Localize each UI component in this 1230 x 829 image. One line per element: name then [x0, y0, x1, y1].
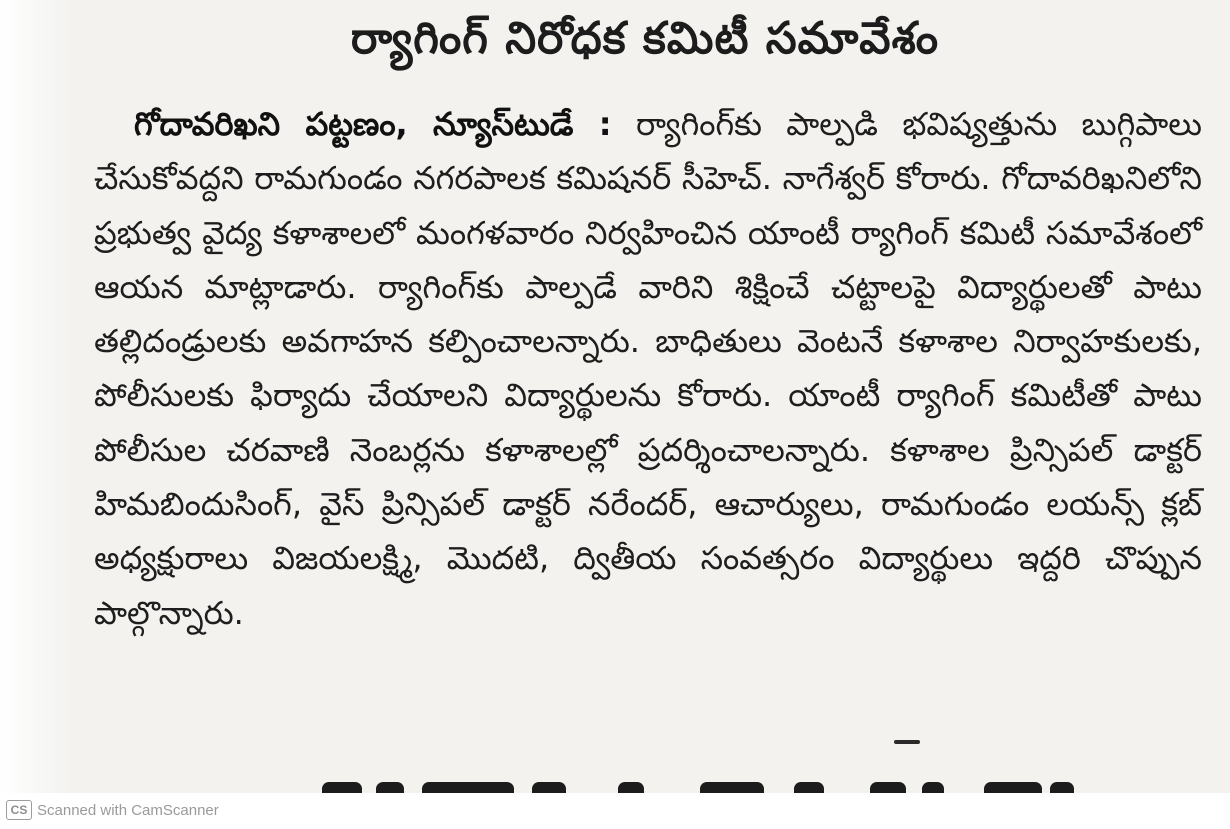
- camscanner-logo-icon: CS: [6, 800, 32, 820]
- article-dateline: గోదావరిఖని పట్టణం, న్యూస్‌టుడే :: [134, 105, 612, 143]
- camscanner-watermark: [6, 799, 219, 821]
- article-body-text: ర్యాగింగ్‌కు పాల్పడి భవిష్యత్తును బుగ్గిపాలు చేసుకోవద్దని రామగుండం నగరపాలక కమిషనర్ సీహెచ్. నాగేశ్వర్ కోరారు. గోదావరిఖనిలోని ప్రభుత్వ వైద్య కళాశాలలో మంగళవారం నిర్వహించిన యాంటీ ర్యాగింగ్ కమిటీ సమావేశంలో ఆయన మాట్లాడారు. ర్యాగింగ్‌కు పాల్పడే వారిని శిక్షించే చట్టాలపై విద్యార్థులతో పాటు తల్లిదండ్రులకు అవగాహన కల్పించాలన్నారు. బాధితులు వెంటనే కళాశాల నిర్వాహకులకు, పోలీసులకు ఫిర్యాదు చేయాలని విద్యార్థులను కోరారు. యాంటీ ర్యాగింగ్ కమిటీతో పాటు పోలీసుల చరవాణి నెంబర్లను కళాశాలల్లో ప్రదర్శించాలన్నారు. కళాశాల ప్రిన్సిపల్ డాక్టర్ హిమబిందుసింగ్, వైస్ ప్రిన్సిపల్ డాక్టర్ నరేందర్, ఆచార్యులు, రామగుండం లయన్స్ క్లబ్ అధ్యక్షురాలు విజయలక్ష్మి, మొదటి, ద్వితీయ సంవత్సరం విద్యార్థులు ఇద్దరి చొప్పున పాల్గొన్నారు.: [94, 105, 1202, 632]
- scan-page-edge: [0, 0, 72, 793]
- article-headline: ర్యాగింగ్ నిరోధక కమిటీ సమావేశం: [350, 13, 940, 64]
- watermark-text: Scanned with CamScanner: [37, 801, 219, 819]
- article-body: [94, 97, 1202, 640]
- next-article-headline-cropped: [318, 772, 1078, 793]
- ink-dash-mark: [894, 740, 920, 744]
